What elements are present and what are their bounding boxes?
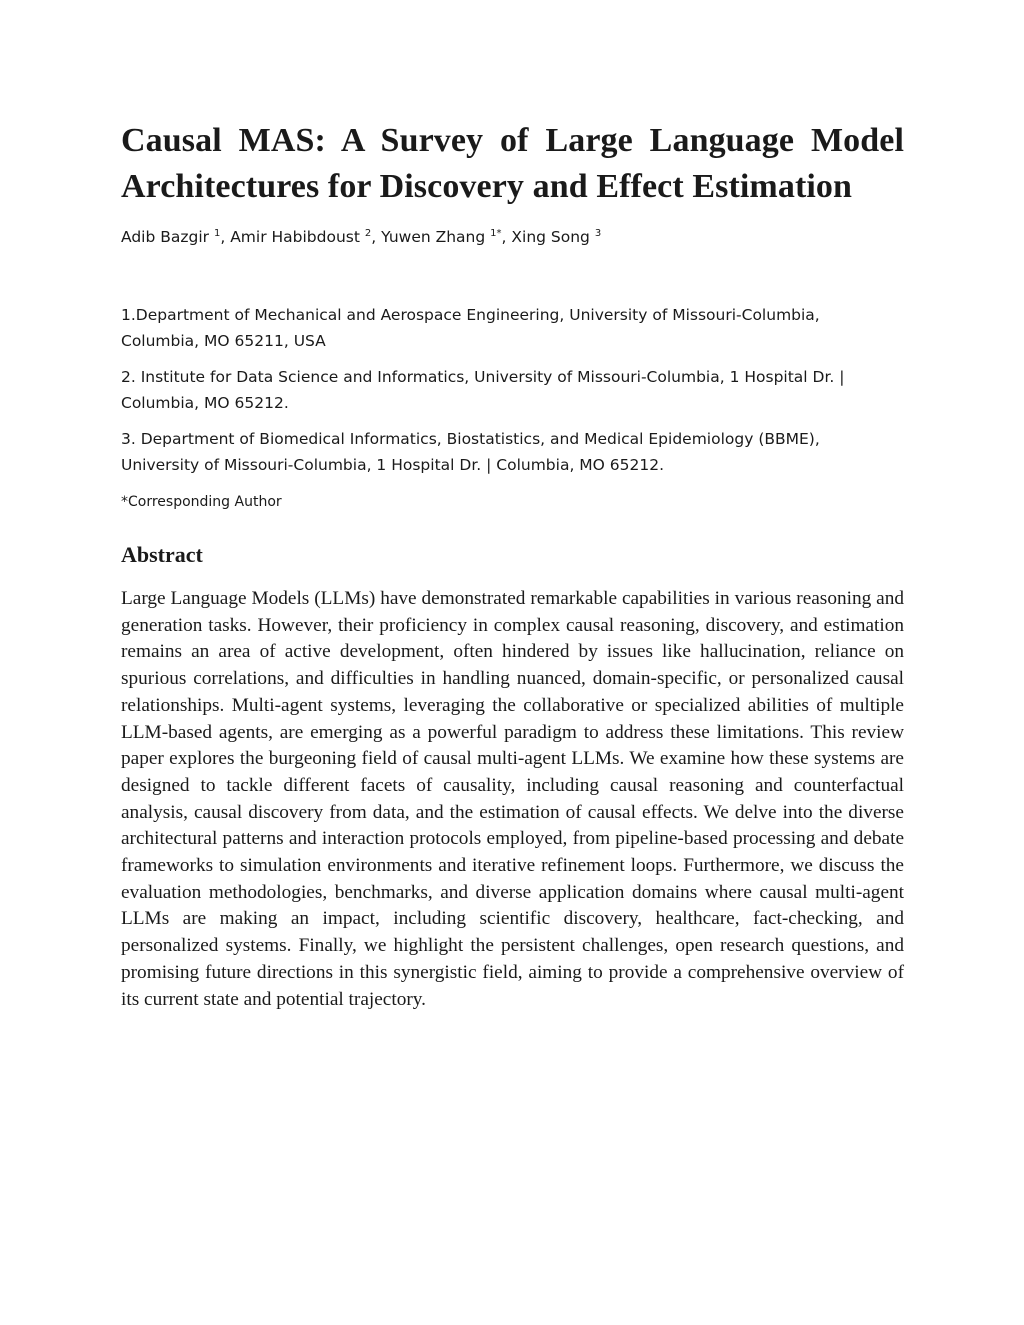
affiliation-1	[121, 302, 904, 354]
author-affiliation-mark: 3	[594, 227, 602, 239]
corresponding-author-note: *Corresponding Author	[121, 494, 282, 510]
author-name: Amir Habibdoust	[230, 228, 360, 246]
affiliation-2-line-2: Columbia, MO 65212.	[121, 394, 289, 412]
paper-title-line-1: Causal MAS: A Survey of Large Language Model	[121, 122, 904, 159]
abstract-body: Large Language Models (LLMs) have demonstrated remarkable capabilities in various reasoning and generation tasks. However, their proficiency in complex causal reasoning, discovery, and estimation remains an area of active development, often hindered by issues like hallucination, reliance on spurious correlations, and difficulties in handling nuanced, domain-specific, or personalized causal relationships. Multi-agent systems, leveraging the collaborative or specialized abilities of multiple LLM-based agents, are emerging as a powerful paradigm to address these limitations. This review paper explores the burgeoning field of causal multi-agent LLMs. We examine how these systems are designed to tackle different facets of causality, including causal reasoning and counterfactual analysis, causal discovery from data, and the estimation of causal effects. We delve into the diverse architectural patterns and interaction protocols employed, from pipeline-based processing and debate frameworks to simulation environments and iterative refinement loops. Furthermore, we discuss the evaluation methodologies, benchmarks, and diverse application domains where causal multi-agent LLMs are making an impact, including scientific discovery, healthcare, fact-checking, and personalized systems. Finally, we highlight the persistent challenges, open research questions, and promising future directions in this synergistic field, aiming to provide a comprehensive overview of its current state and potential trajectory.	[121, 588, 904, 1010]
affiliation-3-line-1: 3. Department of Biomedical Informatics, Biostatistics, and Medical Epidemiology (BBME),	[121, 430, 820, 448]
paper-page	[121, 118, 904, 1013]
author-affiliation-mark: 1*	[490, 227, 502, 239]
author-separator: ,	[371, 228, 382, 246]
abstract-heading: Abstract	[121, 542, 203, 567]
author-separator: ,	[501, 228, 512, 246]
affiliation-2-line-1: 2. Institute for Data Science and Informatics, University of Missouri-Columbia, 1 Hospital Dr. |	[121, 368, 845, 386]
affiliation-1-line-1: 1.Department of Mechanical and Aerospace Engineering, University of Missouri-Columbia,	[121, 306, 820, 324]
author-list	[121, 226, 904, 248]
author-affiliation-mark: 2	[364, 227, 372, 239]
author-separator: ,	[220, 228, 231, 246]
author-name: Yuwen Zhang	[381, 228, 486, 246]
affiliation-2	[121, 364, 904, 416]
affiliation-3-line-2: University of Missouri-Columbia, 1 Hospital Dr. | Columbia, MO 65212.	[121, 456, 665, 474]
author-name: Adib Bazgir	[121, 228, 210, 246]
author-name: Xing Song	[511, 228, 590, 246]
paper-title	[121, 118, 904, 210]
affiliation-1-line-2: Columbia, MO 65211, USA	[121, 332, 326, 350]
paper-title-line-2: Architectures for Discovery and Effect Estimation	[121, 168, 853, 205]
affiliation-3	[121, 426, 904, 478]
author-affiliation-mark: 1	[213, 227, 221, 239]
